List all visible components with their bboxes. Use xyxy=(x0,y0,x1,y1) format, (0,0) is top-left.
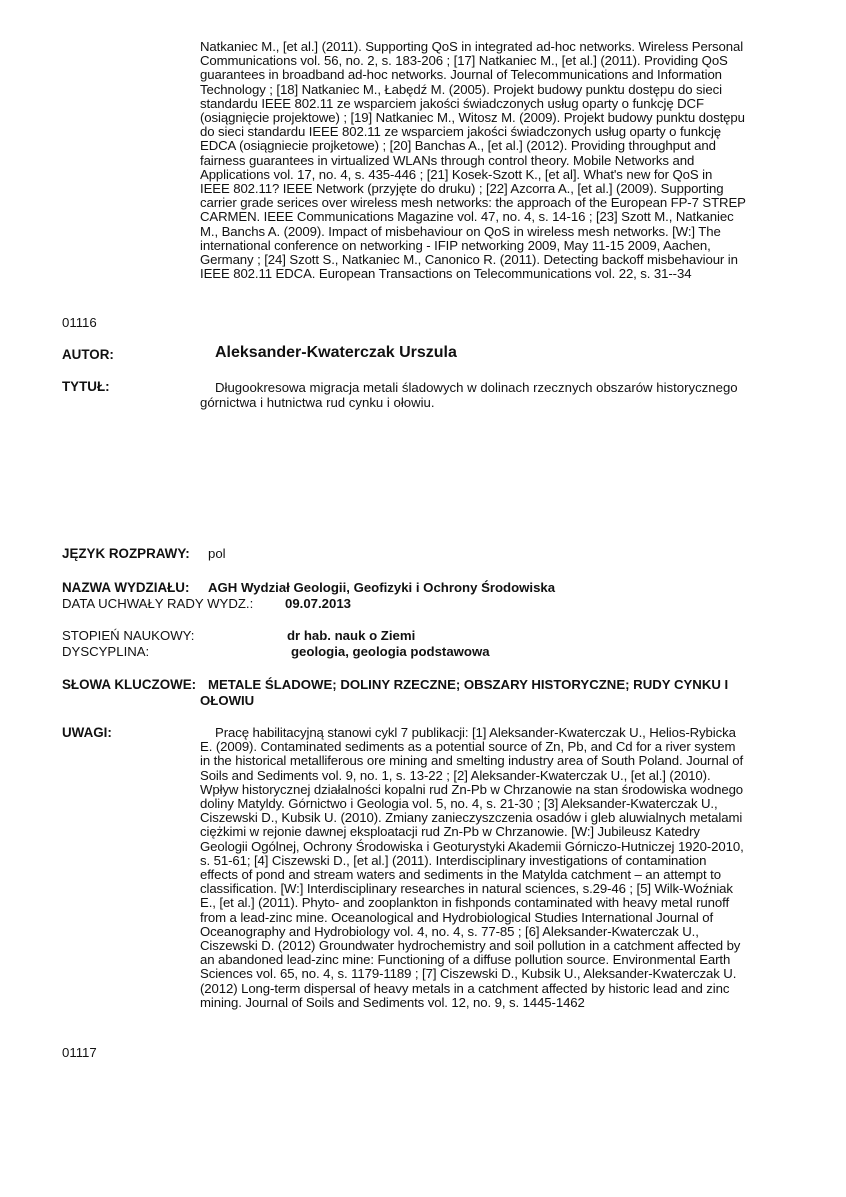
faculty-value: AGH Wydział Geologii, Geofizyki i Ochrony Środowiska xyxy=(208,580,556,595)
record-id: 01116 xyxy=(62,315,97,330)
language-label: JĘZYK ROZPRAWY: xyxy=(62,546,190,561)
degree-label: STOPIEŃ NAUKOWY: xyxy=(62,628,195,643)
date-label: DATA UCHWAŁY RADY WYDZ.: xyxy=(62,596,254,611)
notes-value: Pracę habilitacyjną stanowi cykl 7 publikacji: [1] Aleksander-Kwaterczak U., Helios-Rybicka E. (2009). Contaminated sediments as a potential source of Zn, Pb, and Cd for a river system in the historical metalliferous ore mining and smelting industry area of South Poland. Journal of Soils and Sediments vol. 9, no. 1, s. 13-22 ; [2] Aleksander-Kwaterczak U., [et al.] (2010). Wpływ historycznej działalności kopalni rud Zn-Pb w Chrzanowie na stan środowiska wodnego doliny Matyldy. Górnictwo i Geologia vol. 5, no. 4, s. 21-30 ; [3] Aleksander-Kwaterczak U., Ciszewski D., Kubsik U. (2010). Zmiany zanieczyszczenia osadów i gleb aluwialnych metalami ciężkimi w rejonie dawnej eksploatacji rud Zn-Pb w Chrzanowie. [W:] Jubileusz Katedry Geologii Ogólnej, Ochrony Środowiska i Geoturystyki Akademii Górniczo-Hutniczej 1920-2010, s. 51-61; [4] Ciszewski D., [et al.] (2011). Interdisciplinary investigations of contamination effects of pond and stream waters and sediments in the Matylda catchment – an attempt to classification. [W:] Interdisciplinary researches in natural sciences, s.29-46 ; [5] Wilk-Woźniak E., [et al.] (2011). Phyto- and zooplankton in fishponds contaminated with heavy metal runoff from a lead-zinc mine. Oceanological and Hydrobiological Studies International Journal of Oceanography and Hydrobiology vol. 4, no. 4, s. 77-85 ; [6] Aleksander-Kwaterczak U., Ciszewski D. (2012) Groundwater hydrochemistry and soil pollution in a catchment affected by an abandoned lead-zinc mine: Functioning of a diffuse pollution source. Environmental Earth Sciences vol. 65, no. 4, s. 1179-1189 ; [7] Ciszewski D., Kubsik U., Aleksander-Kwaterczak U. (2012) Long-term dispersal of heavy metals in a catchment affected by historic lead and zinc mining. Journal of Soils and Sediments vol. 12, no. 9, s. 1445-1462 xyxy=(200,725,744,1010)
keywords-label: SŁOWA KLUCZOWE: xyxy=(62,677,197,692)
date-value: 09.07.2013 xyxy=(285,596,352,611)
author-name: Aleksander-Kwaterczak Urszula xyxy=(215,344,457,361)
title-line-2: górnictwa i hutnictwa rud cynku i ołowiu. xyxy=(200,395,435,410)
discipline-label: DYSCYPLINA: xyxy=(62,644,150,659)
next-record-id: 01117 xyxy=(62,1045,97,1060)
discipline-value: geologia, geologia podstawowa xyxy=(291,644,490,659)
notes-label: UWAGI: xyxy=(62,725,112,740)
keywords-line-2: OŁOWIU xyxy=(200,693,255,708)
language-value: pol xyxy=(208,546,226,561)
title-label: TYTUŁ: xyxy=(62,379,110,394)
faculty-label: NAZWA WYDZIAŁU: xyxy=(62,580,190,595)
author-label: AUTOR: xyxy=(62,347,114,362)
title-line-1: Długookresowa migracja metali śladowych w dolinach rzecznych obszarów historycznego xyxy=(215,380,738,395)
previous-record-notes: Natkaniec M., [et al.] (2011). Supporting QoS in integrated ad-hoc networks. Wireless Personal Communications vol. 56, no. 2, s. 183-206 ; [17] Natkaniec M., [et al.] (2011). Providing QoS guarantees in broadband ad-hoc networks. Journal of Telecommunications and Information Technology ; [18] Natkaniec M., Łabędź M. (2005). Projekt budowy punktu dostępu do sieci standardu IEEE 802.11 ze wsparciem jakości świadczonych usług oparty o funkcję DCF (osiągnięcie projektowe) ; [19] Natkaniec M., Witosz M. (2009). Projekt budowy punktu dostępu do sieci standardu IEEE 802.11 ze wsparciem jakości świadczonych usług oparty o funkcję EDCA (osiągniecie projketowe) ; [20] Banchas A., [et al.] (2012). Providing throughput and fairness guarantees in virtualized WLANs through control theory. Mobile Networks and Applications vol. 17, no. 4, s. 435-446 ; [21] Kosek-Szott K., [et al]. What's new for QoS in IEEE 802.11? IEEE Network (przyjęte do druku) ; [22] Azcorra A., [et al.] (2009). Supporting carrier grade serices over wireless mesh networks: the approach of the European FP-7 STREP CARMEN. IEEE Communications Magazine vol. 47, no. 4, s. 14-16 ; [23] Szott M., Natkaniec M., Banchs A. (2009). Impact of misbehaviour on QoS in wireless mesh networks. [W:] The international conference on networking - IFIP networking 2009, May 11-15 2009, Aachen, Germany ; [24] Szott S., Natkaniec M., Canonico R. (2011). Detecting backoff misbehaviour in IEEE 802.11 EDCA. European Transactions on Telecommunications vol. 22, s. 31--34 xyxy=(200,39,746,282)
keywords-line-1: METALE ŚLADOWE; DOLINY RZECZNE; OBSZARY HISTORYCZNE; RUDY CYNKU I xyxy=(208,677,729,692)
degree-value: dr hab. nauk o Ziemi xyxy=(287,628,416,643)
